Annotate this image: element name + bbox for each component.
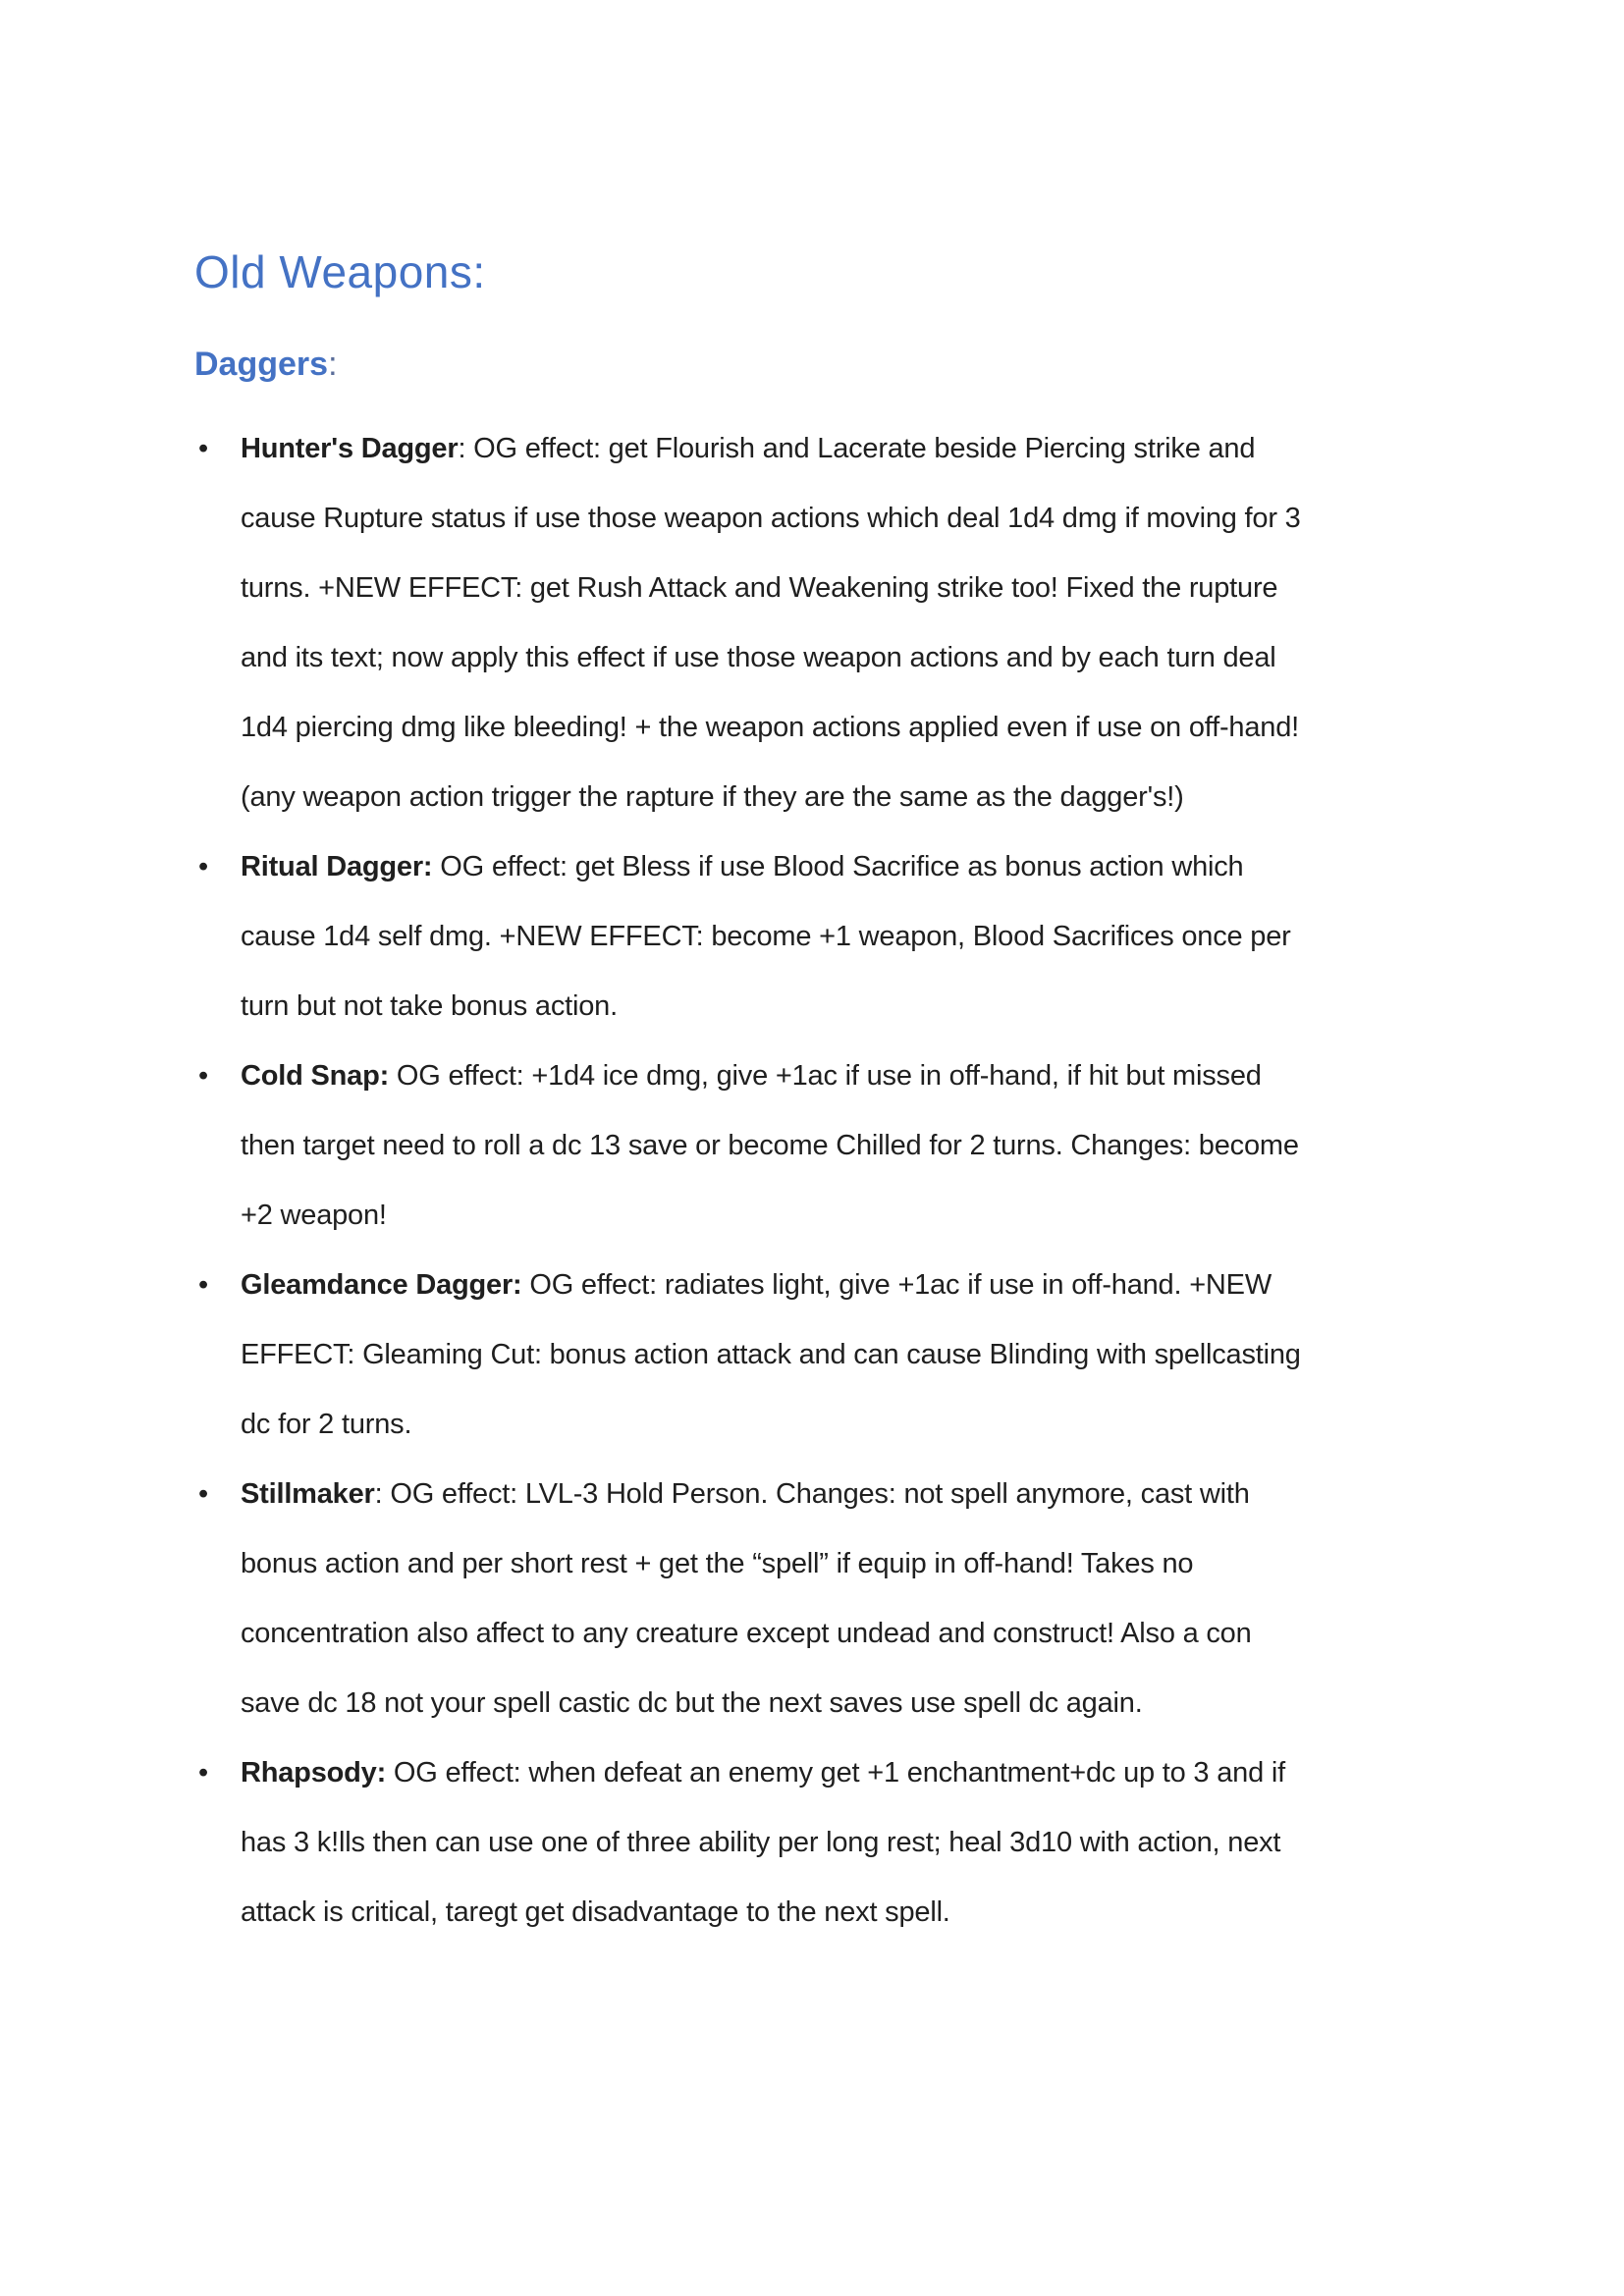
section-heading bbox=[194, 345, 1496, 385]
list-item bbox=[194, 1460, 1302, 1738]
list-item bbox=[194, 832, 1302, 1041]
weapon-separator bbox=[389, 1060, 397, 1092]
list-item bbox=[194, 414, 1302, 832]
section-label: Daggers bbox=[194, 346, 329, 384]
weapon-name: Hunter's Dagger bbox=[241, 432, 459, 464]
weapon-name: Rhapsody: bbox=[241, 1756, 387, 1789]
weapon-name: Cold Snap: bbox=[241, 1059, 390, 1092]
weapon-name: Gleamdance Dagger: bbox=[241, 1268, 522, 1301]
weapon-separator: : bbox=[374, 1477, 391, 1510]
page-title: Old Weapons: bbox=[194, 246, 486, 297]
weapon-list bbox=[194, 414, 1302, 1948]
list-item bbox=[194, 1251, 1302, 1460]
weapon-description: OG effect: get Bless if use Blood Sacrifice as bonus action which cause 1d4 self dmg. +NEW EFFECT: become +1 weapon, Blood Sacrifices once per turn but not take bonus action. bbox=[241, 850, 1291, 1022]
weapon-name: Ritual Dagger: bbox=[241, 850, 433, 882]
list-item bbox=[194, 1041, 1302, 1251]
list-item bbox=[194, 1738, 1302, 1948]
weapon-description: OG effect: get Flourish and Lacerate beside Piercing strike and cause Rupture status if use those weapon actions which deal 1d4 dmg if moving for 3 turns. +NEW EFFECT: get Rush Attack and Weakening strike too! Fixed the rupture and its text; now apply this effect if use those weapon actions and by each turn deal 1d4 piercing dmg like bleeding! + the weapon actions applied even if use on off-hand! (any weapon action trigger the rapture if they are the same as the dagger's!) bbox=[241, 432, 1301, 813]
section-colon: : bbox=[328, 346, 338, 384]
weapon-separator bbox=[386, 1757, 394, 1789]
weapon-description: OG effect: +1d4 ice dmg, give +1ac if use in off-hand, if hit but missed then target need to roll a dc 13 save or become Chilled for 2 turns. Changes: become +2 weapon! bbox=[241, 1059, 1299, 1231]
weapon-description: OG effect: LVL-3 Hold Person. Changes: not spell anymore, cast with bonus action and per short rest + get the “spell” if equip in off-hand! Takes no concentration also affect to any creature except undead and construct! Also a con save dc 18 not your spell castic dc but the next saves use spell dc again. bbox=[241, 1477, 1252, 1719]
weapon-name: Stillmaker bbox=[241, 1477, 375, 1510]
weapon-description: OG effect: when defeat an enemy get +1 enchantment+dc up to 3 and if has 3 k!lls then can use one of three ability per long rest; heal 3d10 with action, next attack is critical, taregt get disadvantage to the next spell. bbox=[241, 1756, 1285, 1928]
weapon-description: OG effect: radiates light, give +1ac if use in off-hand. +NEW EFFECT: Gleaming Cut: bonus action attack and can cause Blinding with spellcasting dc for 2 turns. bbox=[241, 1268, 1301, 1440]
weapon-separator: : bbox=[458, 432, 474, 464]
